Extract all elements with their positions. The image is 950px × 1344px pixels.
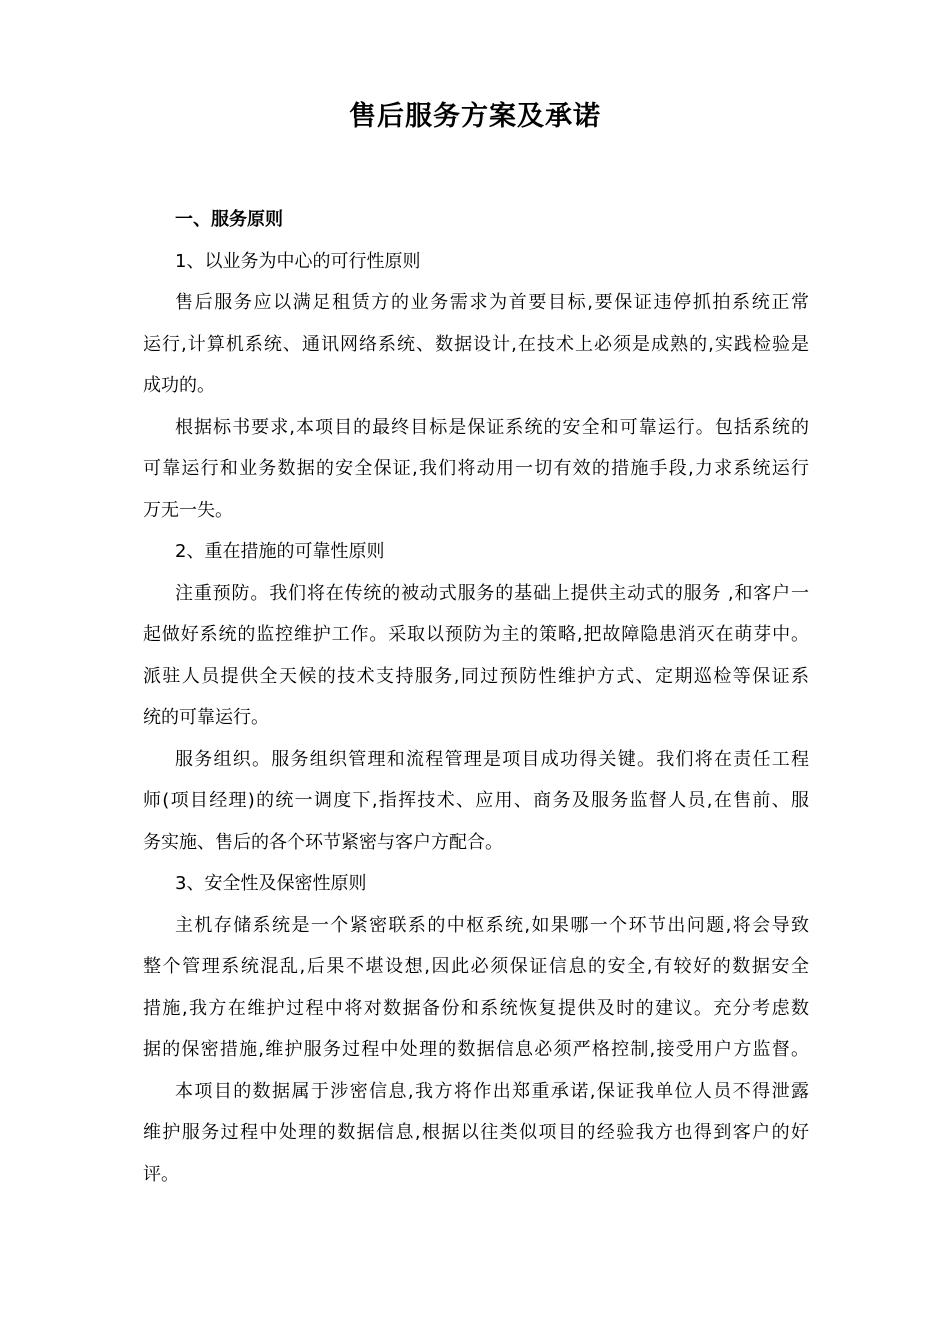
paragraph-line: 师(项目经理)的统一调度下,指挥技术、应用、商务及服务监督人员,在售前、服: [143, 790, 809, 811]
paragraph: [143, 739, 809, 864]
subsection-heading: 1、以业务为中心的可行性原则: [175, 250, 421, 272]
paragraph-line: 注重预防。我们将在传统的被动式服务的基础上提供主动式的服务 ,和客户一: [175, 582, 809, 604]
paragraph-line: 根据标书要求,本项目的最终目标是保证系统的安全和可靠运行。包括系统的: [175, 416, 809, 438]
paragraph-line: 措施,我方在维护过程中将对数据备份和系统恢复提供及时的建议。充分考虑数: [143, 997, 809, 1019]
paragraph-line: 评。: [143, 1163, 179, 1185]
paragraph-line: 据的保密措施,维护服务过程中处理的数据信息必须严格控制,接受用户方监督。: [143, 1039, 809, 1060]
paragraph: [143, 1071, 809, 1196]
paragraph-line: 派驻人员提供全天候的技术支持服务,同过预防性维护方式、定期巡检等保证系: [143, 665, 809, 687]
section-heading: 一、服务原则: [175, 209, 283, 230]
paragraph-line: 维护服务过程中处理的数据信息,根据以往类似项目的经验我方也得到客户的好: [143, 1122, 809, 1143]
paragraph-line: 起做好系统的监控维护工作。采取以预防为主的策略,把故障隐患消灭在萌芽中。: [143, 624, 809, 645]
paragraph-line: 务实施、售后的各个环节紧密与客户方配合。: [143, 831, 503, 853]
paragraph-line: 成功的。: [143, 375, 215, 396]
paragraph-line: 整个管理系统混乱,后果不堪设想,因此必须保证信息的安全,有较好的数据安全: [143, 956, 809, 977]
paragraph-line: 本项目的数据属于涉密信息,我方将作出郑重承诺,保证我单位人员不得泄露: [175, 1080, 809, 1102]
paragraph-line: 服务组织。服务组织管理和流程管理是项目成功得关键。我们将在责任工程: [175, 748, 809, 770]
document-body: [143, 199, 809, 1195]
paragraph-line: 主机存储系统是一个紧密联系的中枢系统,如果哪一个环节出问题,将会导致: [175, 914, 809, 936]
paragraph: [143, 905, 809, 1071]
paragraph-line: 统的可靠运行。: [143, 707, 269, 728]
paragraph: [143, 407, 809, 532]
paragraph-line: 可靠运行和业务数据的安全保证,我们将动用一切有效的措施手段,力求系统运行: [143, 458, 809, 479]
paragraph: [143, 573, 809, 739]
paragraph-line: 运行,计算机系统、通讯网络系统、数据设计,在技术上必须是成熟的,实践检验是: [143, 333, 809, 355]
subsection-heading: 3、安全性及保密性原则: [175, 873, 367, 894]
paragraph-line: 万无一失。: [143, 499, 233, 521]
page-title: 售后服务方案及承诺: [349, 101, 601, 132]
subsection-heading: 2、重在措施的可靠性原则: [175, 541, 385, 562]
paragraph-line: 售后服务应以满足租赁方的业务需求为首要目标,要保证违停抓拍系统正常: [175, 292, 809, 313]
paragraph: [143, 282, 809, 407]
